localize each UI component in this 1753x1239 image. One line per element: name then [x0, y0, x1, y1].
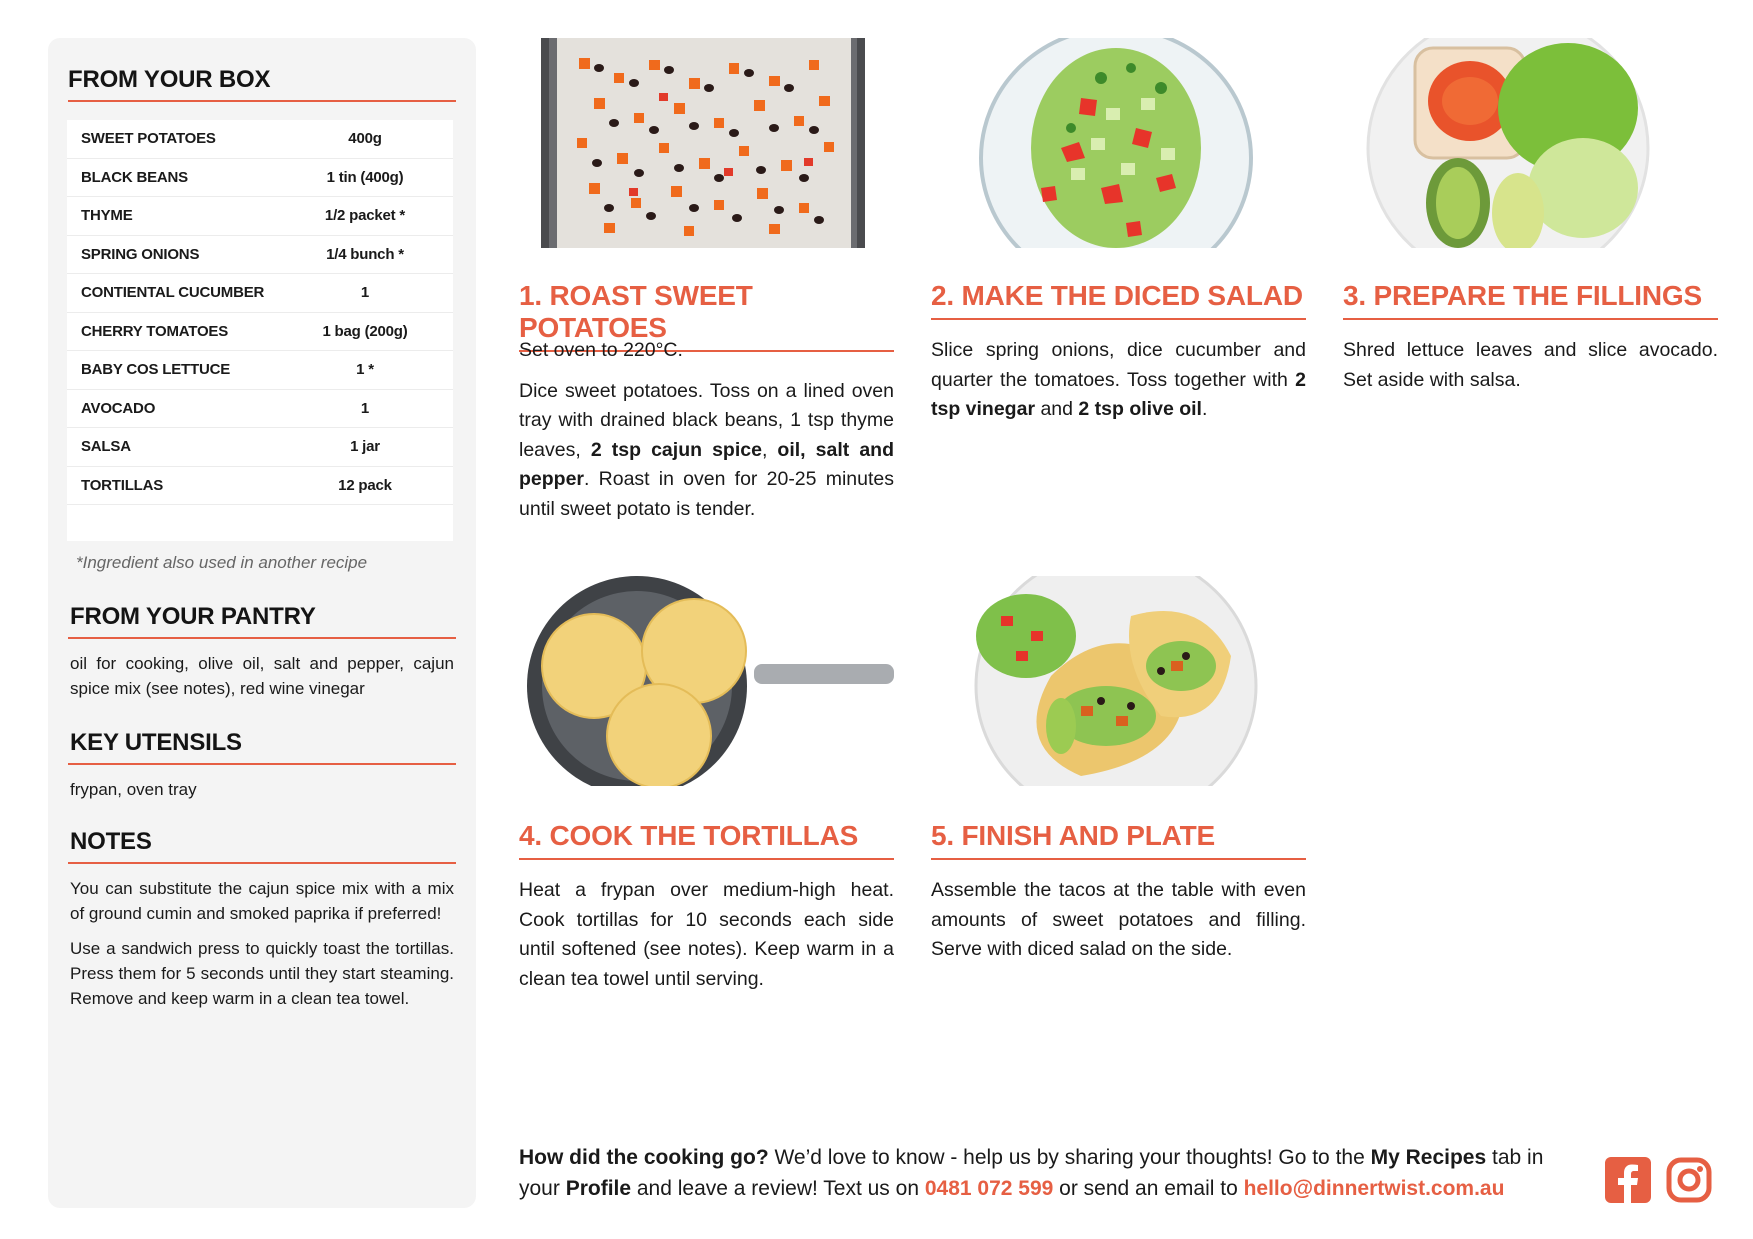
- utensils-title: KEY UTENSILS: [68, 729, 456, 765]
- utensils-section: [68, 729, 456, 802]
- ingredient-row: [67, 313, 453, 352]
- ingredient-name: CHERRY TOMATOES: [81, 322, 229, 340]
- ingredient-row: [67, 428, 453, 467]
- ingredient-name: BABY COS LETTUCE: [81, 361, 231, 379]
- text-run: ,: [761, 438, 778, 461]
- ingredient-row: [67, 236, 453, 275]
- ingredient-row: [67, 390, 453, 429]
- step-1-title: 1. ROAST SWEET POTATOES: [519, 280, 894, 352]
- step-1-p1: Set oven to 220°C.: [519, 339, 683, 361]
- ingredient-name: BLACK BEANS: [81, 168, 188, 186]
- ingredient-qty: 1/4 bunch *: [326, 245, 404, 263]
- ingredient-footnote: *Ingredient also used in another recipe: [76, 553, 368, 572]
- text-run: Dice sweet potatoes. Toss on a lined oven tray with drained black beans, 1 tsp thyme leaves,: [519, 379, 894, 461]
- ingredient-name: TORTILLAS: [81, 476, 164, 494]
- ingredient-name: CONTIENTAL CUCUMBER: [81, 284, 265, 302]
- ingredient-row: [67, 351, 453, 390]
- roast-sweet-potatoes-photo: [519, 38, 894, 248]
- ingredient-qty: 1 *: [356, 361, 374, 379]
- ingredient-name: SALSA: [81, 438, 131, 456]
- bold-run: 2 tsp cajun spice: [590, 438, 762, 461]
- text-run: or send an email to: [1053, 1177, 1244, 1200]
- from-box-title: FROM YOUR BOX: [68, 66, 456, 102]
- ingredient-row: [67, 467, 453, 506]
- ingredient-name: AVOCADO: [81, 399, 156, 417]
- bold-run: 2 tsp vinegar: [931, 368, 1306, 420]
- text-run: tab in your: [519, 1146, 1544, 1200]
- ingredient-qty: 1 jar: [350, 438, 380, 456]
- text-run: and leave a review! Text us on: [631, 1177, 925, 1200]
- ingredient-row: [67, 274, 453, 313]
- tortillas-frypan-photo: [519, 576, 894, 786]
- pantry-section: [68, 603, 456, 701]
- ingredient-name: SWEET POTATOES: [81, 130, 216, 148]
- pantry-text: oil for cooking, olive oil, salt and pepper, cajun spice mix (see notes), red wine vinegar: [70, 654, 454, 698]
- my-recipes-text: My Recipes: [1370, 1146, 1487, 1169]
- step-3-title: 3. PREPARE THE FILLINGS: [1343, 280, 1718, 320]
- ingredient-name: THYME: [81, 207, 133, 225]
- fillings-photo: [1343, 38, 1718, 248]
- text-run: .: [1201, 398, 1208, 420]
- text-run: We’d love to know - help us by sharing your thoughts! Go to the: [768, 1146, 1371, 1169]
- pantry-title: FROM YOUR PANTRY: [68, 603, 456, 639]
- ingredient-row: [67, 120, 453, 159]
- ingredient-qty: 12 pack: [338, 476, 392, 494]
- finished-tacos-photo: [931, 576, 1306, 786]
- utensils-text: frypan, oven tray: [70, 780, 197, 799]
- step-5-body: [931, 876, 1306, 965]
- step-2-p1: [931, 336, 1306, 425]
- text-run: . Roast in oven for 20-25 minutes until sweet potato is tender.: [519, 468, 894, 520]
- email-link[interactable]: hello@dinnertwist.com.au: [1243, 1177, 1505, 1200]
- ingredient-qty: 1: [360, 284, 370, 302]
- ingredient-qty: 400g: [348, 130, 382, 148]
- ingredient-row: [67, 159, 453, 198]
- step-4-title: 4. COOK THE TORTILLAS: [519, 820, 894, 860]
- step-1-p2: [519, 377, 894, 525]
- ingredient-qty: 1 bag (200g): [322, 322, 408, 340]
- ingredient-qty: 1/2 packet *: [324, 207, 406, 225]
- text-run: and: [1035, 398, 1079, 420]
- notes-title: NOTES: [68, 828, 456, 864]
- ingredient-qty: 1: [360, 399, 370, 417]
- step-2-title: 2. MAKE THE DICED SALAD: [931, 280, 1306, 320]
- step-1-body: [519, 336, 894, 524]
- bold-run: oil, salt and pepper: [519, 438, 894, 490]
- step-3-p1: Shred lettuce leaves and slice avocado. Set aside with salsa.: [1343, 339, 1718, 391]
- text-run: Slice spring onions, dice cucumber and quarter the tomatoes. Toss together with: [931, 339, 1306, 391]
- step-5-p1: Assemble the tacos at the table with even amounts of sweet potatoes and filling. Serve with diced salad on the side.: [931, 879, 1306, 960]
- diced-salad-photo: [931, 38, 1306, 248]
- instagram-icon[interactable]: [1666, 1157, 1712, 1203]
- notes-paragraph: You can substitute the cajun spice mix with a mix of ground cumin and smoked paprika if preferred!: [70, 879, 454, 923]
- ingredient-row: [67, 197, 453, 236]
- feedback-question: How did the cooking go?: [519, 1146, 769, 1169]
- notes-paragraph: Use a sandwich press to quickly toast the tortillas. Press them for 5 seconds until they start steaming. Remove and keep warm in a clean tea towel.: [70, 939, 454, 1008]
- facebook-icon[interactable]: [1605, 1157, 1651, 1203]
- step-4-p1: Heat a frypan over medium-high heat. Cook tortillas for 10 seconds each side until softened (see notes). Keep warm in a clean tea towel until serving.: [519, 879, 894, 990]
- ingredient-name: SPRING ONIONS: [81, 245, 200, 263]
- ingredients-table: [67, 120, 453, 541]
- phone-link[interactable]: 0481 072 599: [924, 1177, 1054, 1200]
- step-2-body: [931, 336, 1306, 425]
- table-spacer: [67, 505, 453, 541]
- ingredients-sidebar: [48, 38, 476, 1208]
- bold-run: 2 tsp olive oil: [1078, 398, 1202, 420]
- profile-text: Profile: [565, 1177, 632, 1200]
- step-4-body: [519, 876, 894, 994]
- feedback-footer: [519, 1142, 1579, 1204]
- step-3-body: [1343, 336, 1718, 395]
- ingredient-qty: 1 tin (400g): [326, 168, 404, 186]
- step-5-title: 5. FINISH AND PLATE: [931, 820, 1306, 860]
- notes-section: [68, 828, 456, 1011]
